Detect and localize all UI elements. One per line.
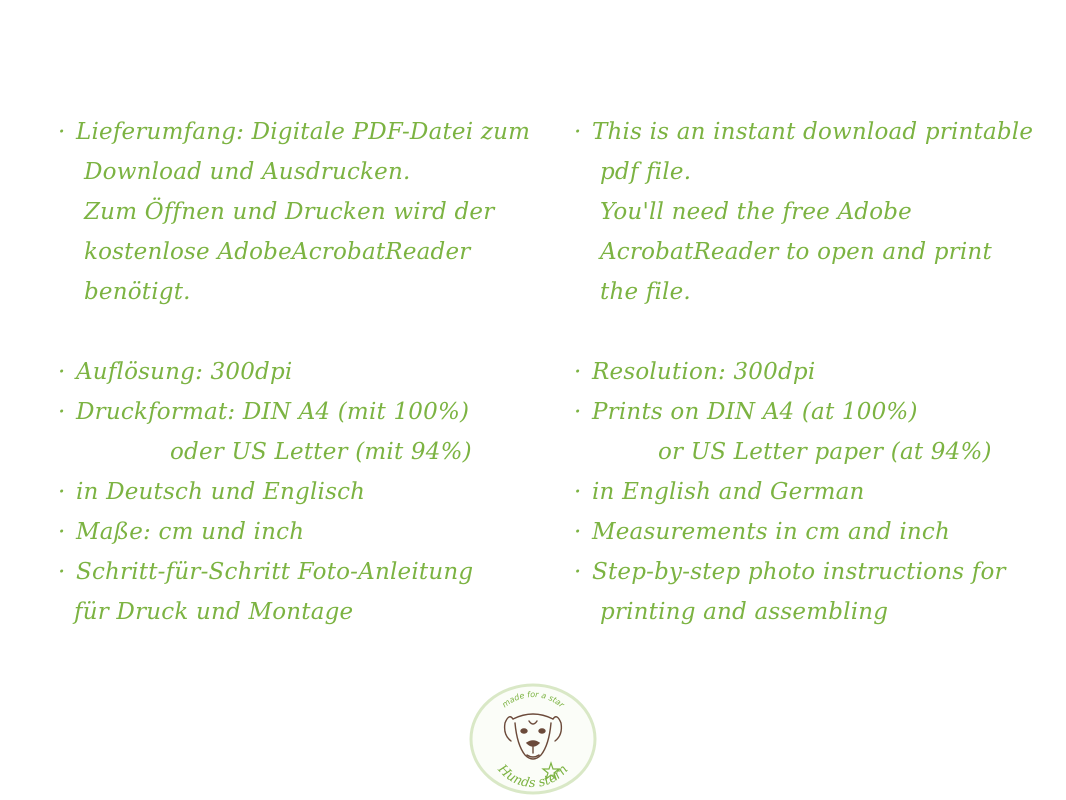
text-line: Maße: cm und inch <box>76 519 305 545</box>
text-line: für Druck und Montage <box>74 599 354 625</box>
text-line: kostenlose AdobeAcrobatReader <box>84 239 471 265</box>
text-line: Resolution: 300dpi <box>592 359 816 385</box>
text-line: This is an instant download printable <box>592 119 1034 145</box>
text-line: Zum Öffnen und Drucken wird der <box>84 199 495 225</box>
bullet-line <box>574 472 1054 512</box>
text-line: Prints on DIN A4 (at 100%) <box>592 399 918 425</box>
bullet-line <box>58 512 538 552</box>
bullet-line <box>58 392 538 432</box>
german-column <box>58 112 538 632</box>
bullet-line <box>574 512 1054 552</box>
text-line: pdf file. <box>600 159 692 185</box>
spacer <box>574 312 1054 352</box>
text-line: Auflösung: 300dpi <box>76 359 293 385</box>
bullet-dot: · <box>574 479 582 505</box>
logo-bottom-text: Hunds stern <box>494 761 572 792</box>
bullet-line <box>58 472 538 512</box>
text-line: printing and assembling <box>600 599 889 625</box>
text-line: Lieferumfang: Digitale PDF-Datei zum <box>76 119 531 145</box>
text-line: in English and German <box>592 479 865 505</box>
text-line: benötigt. <box>84 279 191 305</box>
bullet-dot: · <box>58 479 66 505</box>
english-column <box>574 112 1054 632</box>
bullet-line <box>58 352 538 392</box>
bullet-dot: · <box>58 119 66 145</box>
text-line: Download und Ausdrucken. <box>84 159 411 185</box>
text-line: in Deutsch und Englisch <box>76 479 366 505</box>
bullet-line <box>574 392 1054 432</box>
text-line: AcrobatReader to open and print <box>600 239 992 265</box>
bullet-dot: · <box>58 359 66 385</box>
logo-top-text: made for a star <box>500 689 566 710</box>
bullet-dot: · <box>574 359 582 385</box>
text-line: or US Letter paper (at 94%) <box>658 439 992 465</box>
bullet-line <box>574 112 1054 152</box>
bullet-dot: · <box>58 559 66 585</box>
text-line: the file. <box>600 279 691 305</box>
bullet-line <box>58 552 538 592</box>
bullet-line <box>58 112 538 152</box>
text-line: Step-by-step photo instructions for <box>592 559 1006 585</box>
bullet-dot: · <box>574 119 582 145</box>
text-line: You'll need the free Adobe <box>600 199 912 225</box>
bullet-line <box>574 352 1054 392</box>
hundsstern-logo <box>469 683 597 795</box>
bullet-dot: · <box>574 519 582 545</box>
text-line: Schritt-für-Schritt Foto-Anleitung <box>76 559 474 585</box>
bullet-dot: · <box>574 399 582 425</box>
bullet-dot: · <box>58 519 66 545</box>
text-line: Druckformat: DIN A4 (mit 100%) <box>76 399 470 425</box>
spacer <box>58 312 538 352</box>
bullet-dot: · <box>58 399 66 425</box>
text-line: oder US Letter (mit 94%) <box>170 439 472 465</box>
bullet-line <box>574 552 1054 592</box>
bullet-dot: · <box>574 559 582 585</box>
text-line: Measurements in cm and inch <box>592 519 950 545</box>
